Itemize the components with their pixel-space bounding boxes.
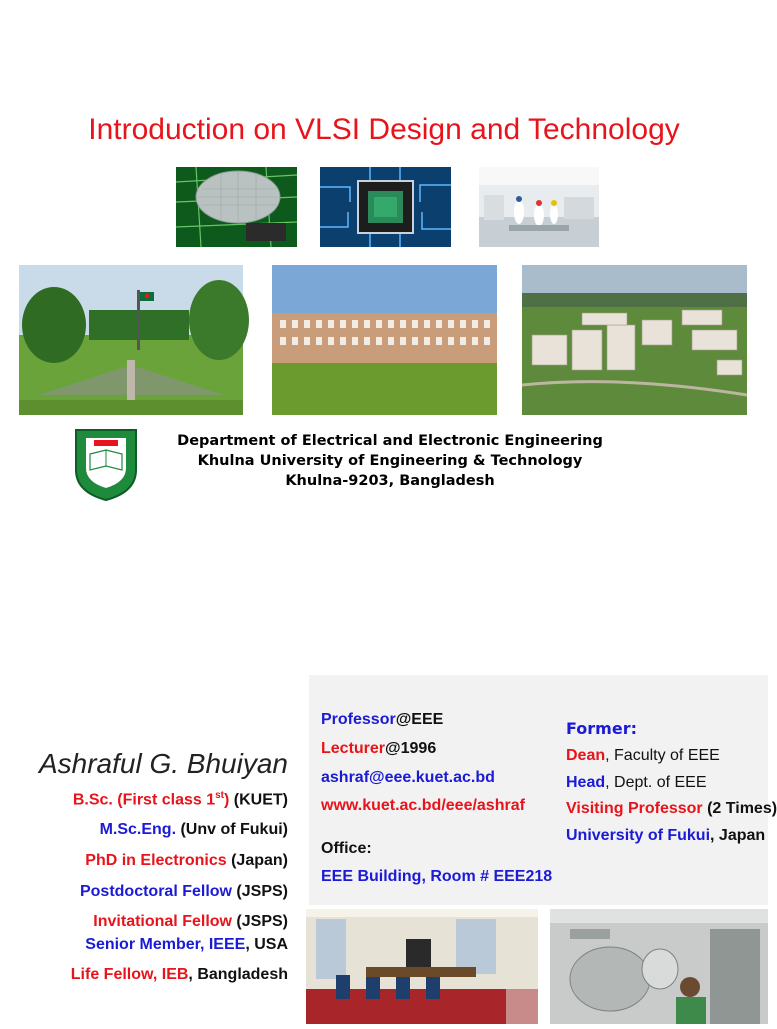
campus-monument-image	[19, 265, 243, 415]
former-dean: Dean, Faculty of EEE	[566, 747, 720, 764]
office-label: Office:	[321, 840, 372, 857]
qualification-invitational: Invitational Fellow (JSPS)	[93, 913, 288, 930]
university-logo	[72, 426, 140, 502]
department-address	[160, 431, 620, 491]
qualification-postdoc: Postdoctoral Fellow (JSPS)	[79, 883, 288, 900]
department-name: Department of Electrical and Electronic Engineering	[177, 433, 603, 449]
qualification-phd: PhD in Electronics (Japan)	[85, 852, 288, 869]
person-name: Ashraful G. Bhuiyan	[38, 748, 288, 779]
campus-aerial-image	[522, 265, 747, 415]
qualification-ieb: Life Fellow, IEB, Bangladesh	[70, 966, 288, 983]
former-visiting-professor: Visiting Professor (2 Times)	[566, 800, 777, 817]
email-link[interactable]: ashraf@eee.kuet.ac.bd	[321, 769, 495, 786]
former-heading: Former:	[566, 719, 637, 738]
university-address: Khulna-9203, Bangladesh	[285, 473, 495, 489]
campus-building-image	[272, 265, 497, 415]
qualification-bsc: B.Sc. (First class 1st) (KUET)	[72, 790, 288, 809]
qualification-ieee: Senior Member, IEEE, USA	[85, 936, 288, 953]
website-link[interactable]: www.kuet.ac.bd/eee/ashraf	[321, 797, 525, 814]
qualification-msc: M.Sc.Eng. (Unv of Fukui)	[99, 821, 288, 838]
office-photo	[306, 909, 538, 1024]
page-title: Introduction on VLSI Design and Technology	[88, 113, 680, 146]
former-university: University of Fukui, Japan	[566, 827, 766, 844]
role-professor: Professor@EEE	[321, 711, 444, 728]
lab-equipment-photo	[550, 909, 768, 1024]
wafer-image	[176, 167, 297, 247]
university-name: Khulna University of Engineering & Technology	[197, 453, 583, 469]
cleanroom-image	[479, 167, 599, 247]
office-location: EEE Building, Room # EEE218	[321, 868, 553, 885]
former-head: Head, Dept. of EEE	[566, 774, 707, 791]
chip-image	[320, 167, 451, 247]
role-lecturer: Lecturer@1996	[321, 740, 437, 757]
